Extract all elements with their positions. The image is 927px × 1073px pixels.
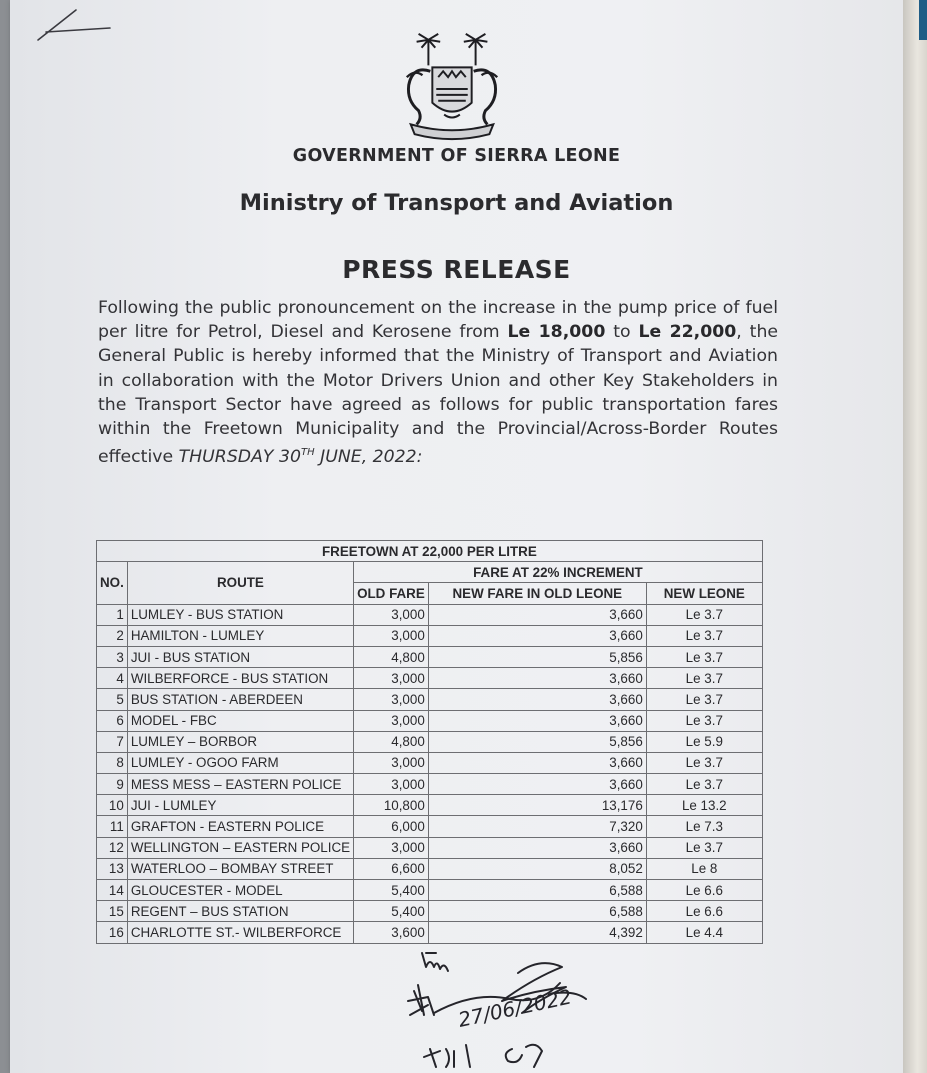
row-route: LUMLEY – BORBOR [127,731,353,752]
col-header-old-fare: OLD FARE [354,583,429,604]
row-route: WILBERFORCE - BUS STATION [127,668,353,689]
row-new-leone: Le 3.7 [646,752,762,773]
row-new-fare-old-leone: 5,856 [428,646,646,667]
row-old-fare: 3,000 [354,689,429,710]
row-new-leone: Le 3.7 [646,710,762,731]
row-old-fare: 3,000 [354,752,429,773]
row-route: JUI - BUS STATION [127,646,353,667]
old-fuel-price: Le 18,000 [507,322,606,343]
row-route: CHARLOTTE ST.- WILBERFORCE [127,922,353,943]
row-old-fare: 3,600 [354,922,429,943]
row-route: BUS STATION - ABERDEEN [127,689,353,710]
row-new-leone: Le 5.9 [646,731,762,752]
signature-date: 27/06/2022 [456,984,574,1032]
row-new-fare-old-leone: 8,052 [428,858,646,879]
row-route: REGENT – BUS STATION [127,901,353,922]
press-release-title: PRESS RELEASE [342,255,571,284]
row-no: 6 [97,710,128,731]
table-row [97,625,763,646]
row-route: GRAFTON - EASTERN POLICE [127,816,353,837]
signature-icon [406,945,606,1073]
row-new-fare-old-leone: 3,660 [428,689,646,710]
table-row [97,816,763,837]
row-new-leone: Le 3.7 [646,774,762,795]
row-new-leone: Le 3.7 [646,689,762,710]
col-header-group: FARE AT 22% INCREMENT [354,562,763,583]
row-old-fare: 4,800 [354,646,429,667]
row-new-fare-old-leone: 3,660 [428,774,646,795]
row-old-fare: 3,000 [354,625,429,646]
row-no: 5 [97,689,128,710]
intro-paragraph [98,296,778,469]
row-no: 13 [97,858,128,879]
table-row [97,858,763,879]
table-row [97,795,763,816]
table-row [97,922,763,943]
row-old-fare: 6,600 [354,858,429,879]
row-new-leone: Le 4.4 [646,922,762,943]
row-new-leone: Le 3.7 [646,646,762,667]
row-new-leone: Le 3.7 [646,604,762,625]
effective-date: THURSDAY 30TH JUNE, 2022: [178,446,423,467]
table-row [97,689,763,710]
table-row [97,604,763,625]
intro-to: to [605,322,639,343]
row-new-leone: Le 6.6 [646,880,762,901]
row-no: 2 [97,625,128,646]
row-route: LUMLEY - OGOO FARM [127,752,353,773]
row-old-fare: 5,400 [354,880,429,901]
row-route: MESS MESS – EASTERN POLICE [127,774,353,795]
government-heading: GOVERNMENT OF SIERRA LEONE [292,146,621,166]
fare-table-body [97,604,763,943]
new-fuel-price: Le 22,000 [638,322,737,343]
row-no: 16 [97,922,128,943]
row-new-fare-old-leone: 13,176 [428,795,646,816]
row-new-fare-old-leone: 6,588 [428,901,646,922]
row-no: 4 [97,668,128,689]
row-new-fare-old-leone: 5,856 [428,731,646,752]
row-new-fare-old-leone: 3,660 [428,668,646,689]
row-new-fare-old-leone: 7,320 [428,816,646,837]
table-row [97,646,763,667]
row-new-fare-old-leone: 4,392 [428,922,646,943]
row-no: 11 [97,816,128,837]
intro-text-1: Following the public pronouncement on the increase in the pump price of fuel per litre for Petrol, Diesel and Kerosene from [98,298,778,343]
background-edge [903,0,927,1073]
row-route: LUMLEY - BUS STATION [127,604,353,625]
row-route: MODEL - FBC [127,710,353,731]
row-new-fare-old-leone: 3,660 [428,625,646,646]
row-new-leone: Le 7.3 [646,816,762,837]
row-new-leone: Le 6.6 [646,901,762,922]
row-route: JUI - LUMLEY [127,795,353,816]
table-row [97,668,763,689]
row-old-fare: 6,000 [354,816,429,837]
col-header-new-fare-old-leone: NEW FARE IN OLD LEONE [428,583,646,604]
row-no: 7 [97,731,128,752]
row-no: 3 [97,646,128,667]
coat-of-arms-icon [393,28,511,146]
col-header-route: ROUTE [127,562,353,604]
document-page [10,0,903,1073]
table-title: FREETOWN AT 22,000 PER LITRE [97,541,763,562]
row-old-fare: 3,000 [354,668,429,689]
row-old-fare: 3,000 [354,837,429,858]
row-old-fare: 3,000 [354,604,429,625]
row-route: HAMILTON - LUMLEY [127,625,353,646]
row-no: 15 [97,901,128,922]
row-no: 9 [97,774,128,795]
table-row [97,837,763,858]
pen-mark-icon [36,8,116,44]
ministry-heading: Ministry of Transport and Aviation [239,190,674,216]
row-new-fare-old-leone: 3,660 [428,604,646,625]
row-new-leone: Le 13.2 [646,795,762,816]
col-header-new-leone: NEW LEONE [646,583,762,604]
row-new-fare-old-leone: 3,660 [428,710,646,731]
table-row [97,901,763,922]
row-no: 14 [97,880,128,901]
table-row [97,752,763,773]
table-row [97,774,763,795]
col-header-no: NO. [97,562,128,604]
table-row [97,731,763,752]
row-no: 12 [97,837,128,858]
row-no: 1 [97,604,128,625]
row-old-fare: 3,000 [354,710,429,731]
row-new-leone: Le 3.7 [646,837,762,858]
row-new-fare-old-leone: 3,660 [428,837,646,858]
row-new-leone: Le 3.7 [646,668,762,689]
fare-table [96,540,763,944]
row-new-fare-old-leone: 6,588 [428,880,646,901]
row-route: GLOUCESTER - MODEL [127,880,353,901]
row-new-fare-old-leone: 3,660 [428,752,646,773]
row-old-fare: 10,800 [354,795,429,816]
table-row [97,710,763,731]
row-route: WELLINGTON – EASTERN POLICE [127,837,353,858]
row-old-fare: 4,800 [354,731,429,752]
intro-text-2: , the General Public is hereby informed that the Ministry of Transport and Aviation in collaboration with the Motor Drivers Union and other Key Stakeholders in the Transport Sector have agreed as follows for public transportation fares within the Freetown Municipality and the Provincial/Across-Border Routes effective [98,322,779,467]
table-row [97,880,763,901]
row-new-leone: Le 3.7 [646,625,762,646]
row-old-fare: 3,000 [354,774,429,795]
row-no: 8 [97,752,128,773]
row-old-fare: 5,400 [354,901,429,922]
row-new-leone: Le 8 [646,858,762,879]
row-route: WATERLOO – BOMBAY STREET [127,858,353,879]
row-no: 10 [97,795,128,816]
